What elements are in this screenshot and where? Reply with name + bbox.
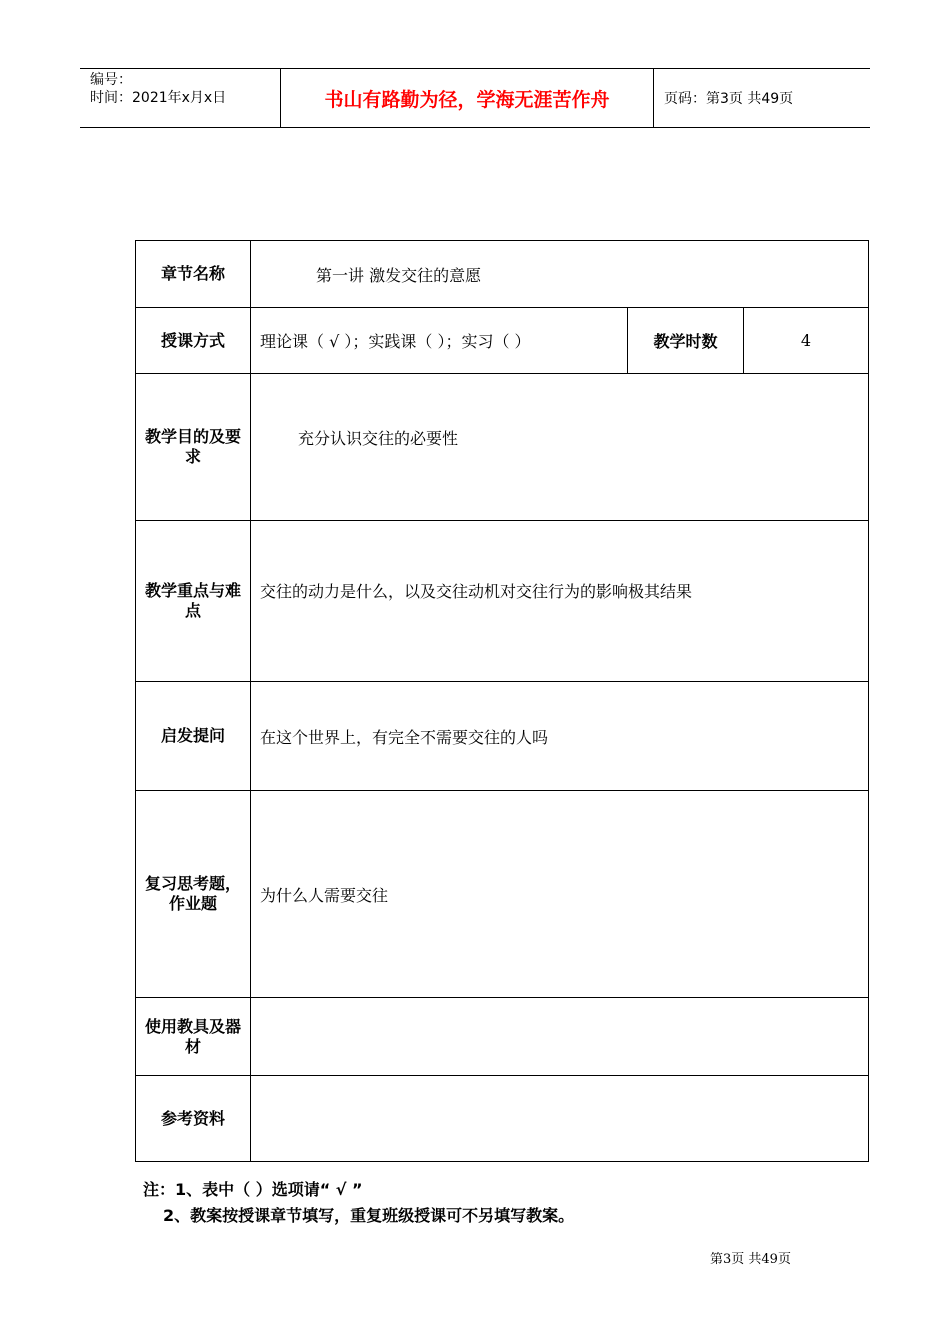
notes	[143, 1177, 574, 1229]
tools-value	[251, 998, 869, 1076]
header-page-info: 页码：第3页 共49页	[664, 91, 794, 107]
header-motto: 书山有路勤为径，学海无涯苦作舟	[281, 69, 654, 127]
note-line-1: 注：1、表中（ ）选项请“ √ ”	[143, 1180, 363, 1199]
question-label: 启发提问	[136, 682, 251, 791]
page-header	[80, 68, 870, 128]
header-meta	[80, 69, 281, 127]
review-label: 复习思考题，作业题	[136, 791, 251, 998]
goal-label: 教学目的及要求	[136, 374, 251, 521]
chapter-label: 章节名称	[136, 241, 251, 308]
tools-label: 使用教具及器材	[136, 998, 251, 1076]
table-row-chapter	[136, 241, 869, 308]
refs-label: 参考资料	[136, 1076, 251, 1162]
chapter-value: 第一讲 激发交往的意愿	[251, 241, 869, 308]
number-label: 编号：	[90, 72, 132, 88]
focus-value: 交往的动力是什么，以及交往动机对交往行为的影响极其结果	[251, 521, 869, 682]
method-value: 理论课（ √ ）；实践课（ ）；实习（ ）	[251, 308, 628, 374]
table-row-refs	[136, 1076, 869, 1162]
goal-value: 充分认识交往的必要性	[251, 374, 869, 521]
lesson-plan-table	[135, 240, 869, 1162]
table-row-review	[136, 791, 869, 998]
table-row-tools	[136, 998, 869, 1076]
table-row-goal	[136, 374, 869, 521]
method-label: 授课方式	[136, 308, 251, 374]
hours-value: 4	[744, 308, 869, 374]
table-row-question	[136, 682, 869, 791]
refs-value	[251, 1076, 869, 1162]
page-footer: 第3页 共49页	[710, 1252, 791, 1267]
time-label: 时间：2021年x月x日	[90, 90, 227, 106]
table-row-method	[136, 308, 869, 374]
hours-label: 教学时数	[628, 308, 744, 374]
question-value: 在这个世界上，有完全不需要交往的人吗	[251, 682, 869, 791]
review-value: 为什么人需要交往	[251, 791, 869, 998]
note-line-2: 2、教案按授课章节填写，重复班级授课可不另填写教案。	[163, 1206, 575, 1225]
focus-label: 教学重点与难点	[136, 521, 251, 682]
table-row-focus	[136, 521, 869, 682]
